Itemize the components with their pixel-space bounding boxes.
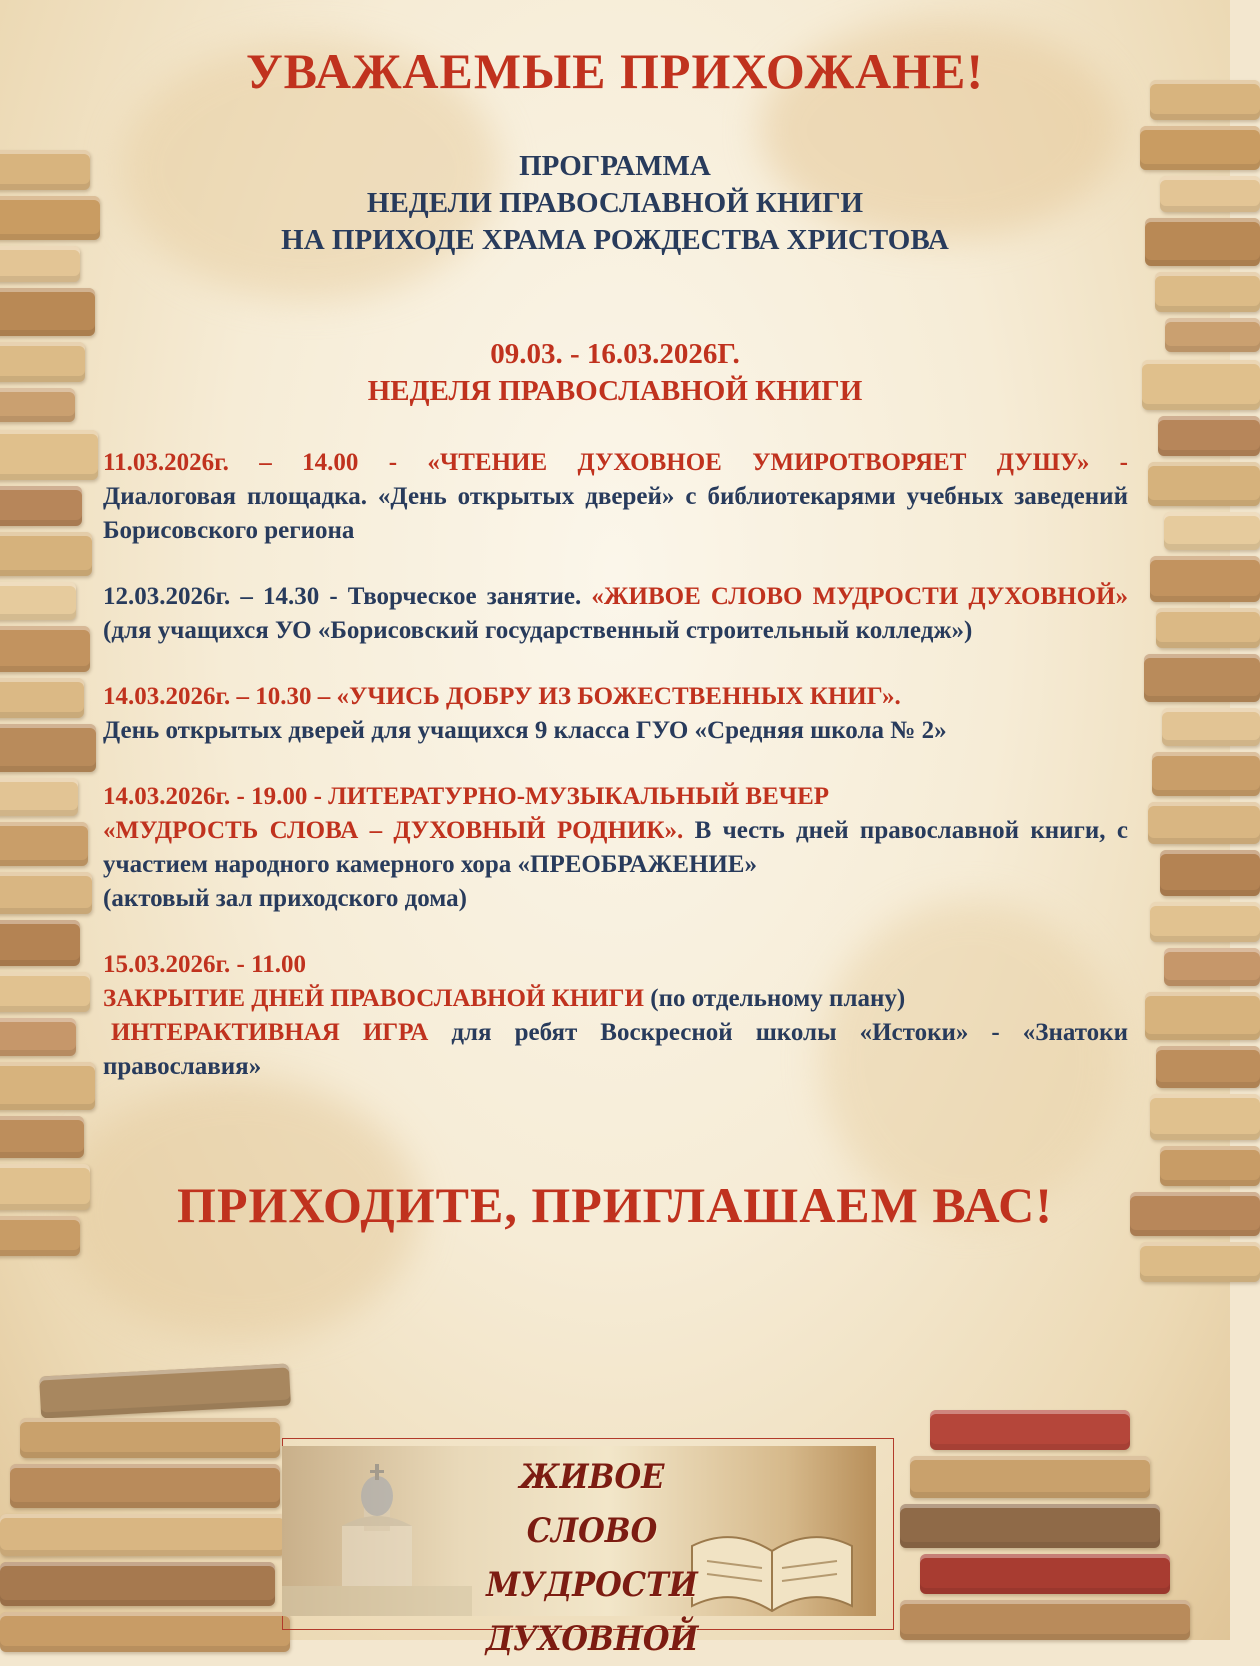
banner-image (282, 1446, 876, 1659)
invite-slogan: ПРИХОДИТЕ, ПРИГЛАШАЕМ ВАС! (177, 1177, 1053, 1233)
event-item (103, 446, 1128, 548)
program-line: НА ПРИХОДЕ ХРАМА РОЖДЕСТВА ХРИСТОВА (281, 224, 949, 256)
banner-title (484, 1450, 700, 1666)
program-line: НЕДЕЛИ ПРАВОСЛАВНОЙ КНИГИ (366, 187, 864, 219)
event-description: В честь дней православной книги, с участием народного камерного хора «ПРЕОБРАЖЕНИЕ» (103, 817, 1128, 878)
event-description: Диалоговая площадка. «День открытых дверей» с библиотекарями учебных заведений Борисовского региона (103, 483, 1128, 544)
event-highlight: «ЖИВОЕ СЛОВО МУДРОСТИ ДУХОВНОЙ» (591, 583, 1128, 610)
event-place: (актовый зал приходского дома) (103, 885, 467, 912)
week-name: НЕДЕЛЯ ПРАВОСЛАВНОЙ КНИГИ (367, 375, 863, 407)
event-heading: 15.03.2026г. - 11.00 (103, 951, 306, 978)
banner-line: ЖИВОЕ СЛОВО (519, 1457, 665, 1551)
event-item (103, 680, 1128, 748)
event-closing-line (103, 982, 1128, 1016)
events-list (103, 446, 1128, 1116)
banner-line: ДУХОВНОЙ (485, 1619, 699, 1659)
event-item (103, 948, 1128, 1084)
event-heading: 12.03.2026г. – 14.30 - Творческое занятие. (103, 583, 582, 610)
event-description: (для учащихся УО «Борисовский государственный строительный колледж») (103, 617, 973, 644)
week-dates: 09.03. - 16.03.2026Г. (490, 338, 740, 370)
page-title: УВАЖАЕМЫЕ ПРИХОЖАНЕ! (245, 43, 985, 99)
event-description: День открытых дверей для учащихся 9 класса ГУО «Средняя школа № 2» (103, 717, 947, 744)
event-heading: 11.03.2026г. – 14.00 - «ЧТЕНИЕ ДУХОВНОЕ УМИРОТВОРЯЕТ ДУШУ» - (103, 449, 1128, 476)
program-line: ПРОГРАММА (519, 150, 711, 182)
event-item (103, 580, 1128, 648)
event-highlight: «МУДРОСТЬ СЛОВА – ДУХОВНЫЙ РОДНИК». (103, 817, 684, 844)
bottom-right-books-decoration (900, 1400, 1230, 1640)
program-heading (0, 148, 1230, 259)
event-description: для ребят Воскресной школы «Истоки» - «Знатоки православия» (103, 1019, 1128, 1080)
bottom-left-books-decoration (0, 1340, 300, 1640)
event-highlight: ИНТЕРАКТИВНАЯ ИГРА (111, 1019, 429, 1046)
event-item (103, 780, 1128, 916)
banner-line: МУДРОСТИ (486, 1565, 698, 1605)
church-icon (282, 1446, 472, 1616)
event-heading: 14.03.2026г. - 19.00 - ЛИТЕРАТУРНО-МУЗЫКАЛЬНЫЙ ВЕЧЕР (103, 783, 830, 810)
week-heading (0, 336, 1230, 410)
event-highlight: ЗАКРЫТИЕ ДНЕЙ ПРАВОСЛАВНОЙ КНИГИ (103, 985, 645, 1012)
event-note: (по отдельному плану) (650, 985, 906, 1012)
event-heading: 14.03.2026г. – 10.30 – «УЧИСЬ ДОБРУ ИЗ БОЖЕСТВЕННЫХ КНИГ». (103, 683, 901, 710)
open-book-icon (682, 1506, 862, 1616)
